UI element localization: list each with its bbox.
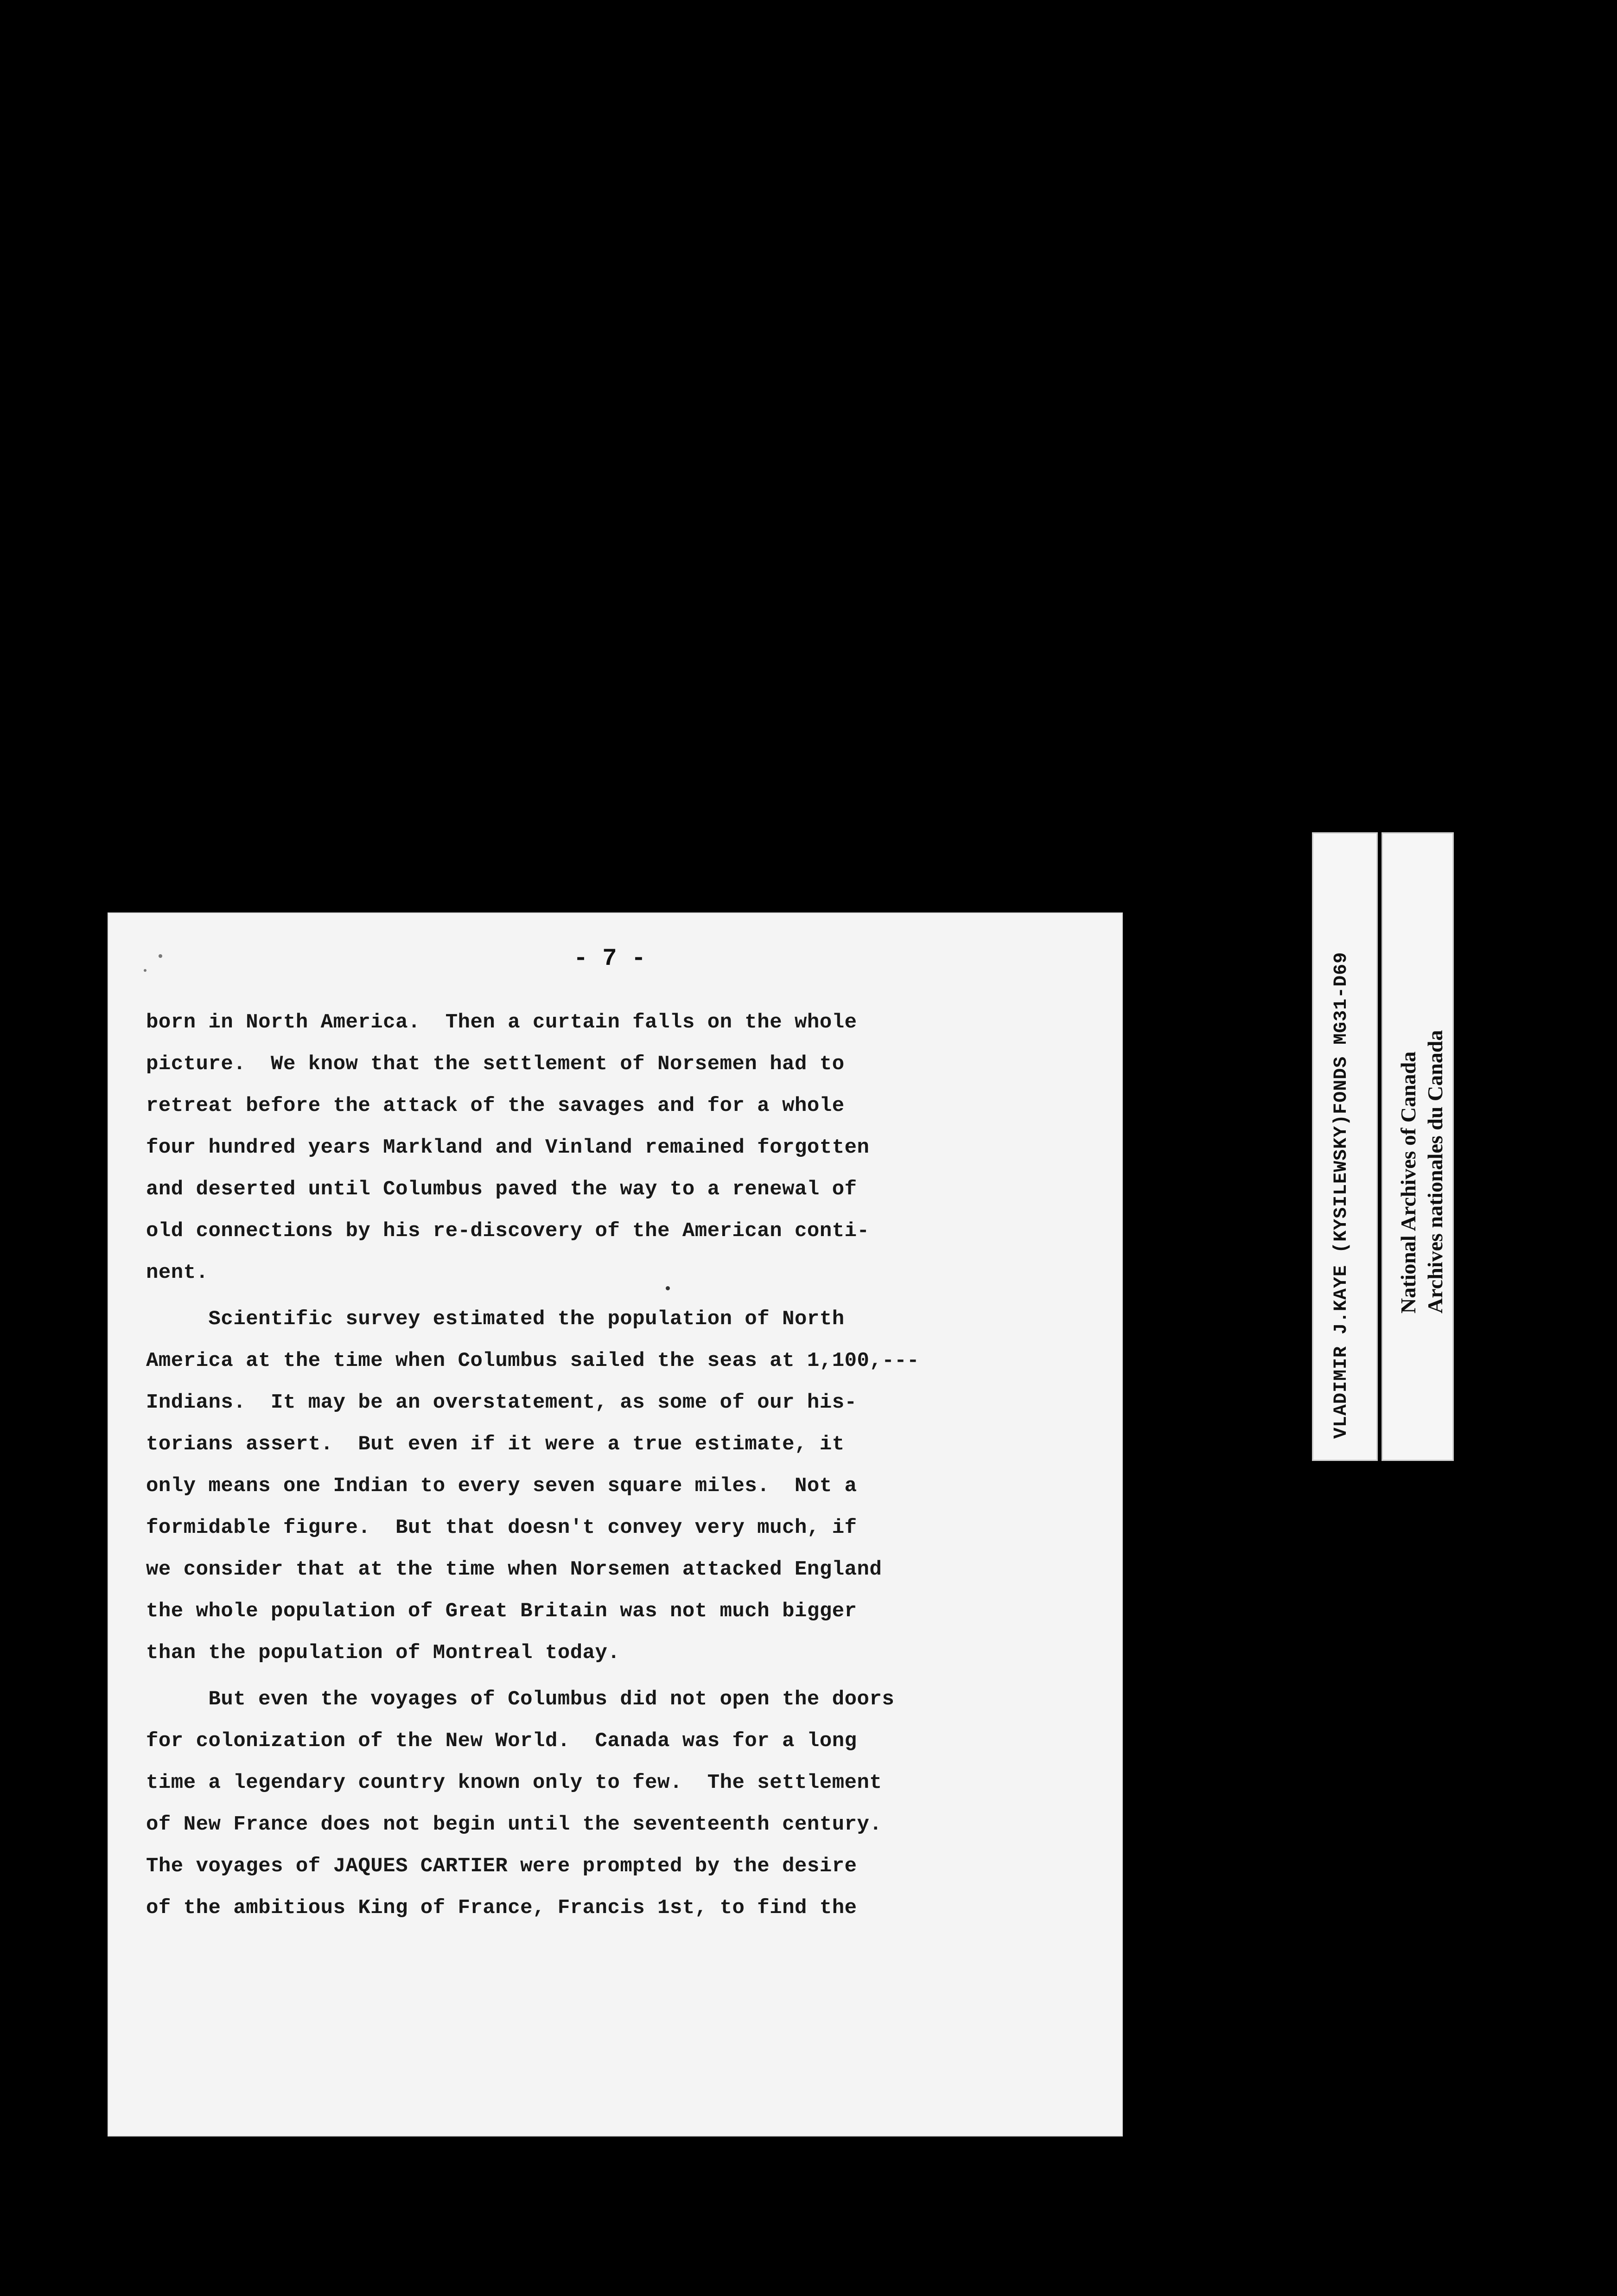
text-line: the whole population of Great Britain was not much bigger bbox=[146, 1600, 857, 1623]
text-line: born in North America. Then a curtain falls on the whole bbox=[146, 1011, 857, 1034]
text-line: nent. bbox=[146, 1261, 209, 1284]
text-line: formidable figure. But that doesn't convey very much, if bbox=[146, 1516, 857, 1539]
page-number: - 7 - bbox=[573, 945, 646, 972]
text-line: But even the voyages of Columbus did not open the doors bbox=[146, 1688, 895, 1711]
text-line: time a legendary country known only to few. The settlement bbox=[146, 1771, 882, 1794]
text-line: Scientific survey estimated the population of North bbox=[146, 1307, 845, 1331]
text-line: Indians. It may be an overstatement, as some of our his- bbox=[146, 1391, 857, 1414]
text-line: retreat before the attack of the savages and for a whole bbox=[146, 1094, 845, 1117]
text-line: America at the time when Columbus sailed the seas at 1,100,--- bbox=[146, 1349, 920, 1372]
text-line: four hundred years Markland and Vinland remained forgotten bbox=[146, 1136, 870, 1159]
text-line: only means one Indian to every seven square miles. Not a bbox=[146, 1474, 857, 1498]
fonds-label-text: VLADIMIR J.KAYE (KYSILEWSKY)FONDS MG31-D69 bbox=[1331, 951, 1352, 1439]
text-line: The voyages of JAQUES CARTIER were prompted by the desire bbox=[146, 1855, 857, 1878]
text-line: of the ambitious King of France, Francis 1st, to find the bbox=[146, 1896, 857, 1920]
archives-label-english: National Archives of Canada bbox=[1396, 1051, 1420, 1314]
scan-speck bbox=[159, 954, 162, 958]
text-line: old connections by his re-discovery of the American conti- bbox=[146, 1219, 870, 1243]
scan-speck bbox=[666, 1286, 670, 1290]
archives-label-card bbox=[1381, 832, 1454, 1461]
text-line: torians assert. But even if it were a true estimate, it bbox=[146, 1433, 845, 1456]
scan-speck bbox=[144, 969, 146, 972]
text-line: we consider that at the time when Norsemen attacked England bbox=[146, 1558, 882, 1581]
fonds-label-card bbox=[1312, 832, 1378, 1461]
text-line: of New France does not begin until the seventeenth century. bbox=[146, 1813, 882, 1836]
archives-label-french: Archives nationales du Canada bbox=[1423, 1030, 1447, 1314]
text-line: for colonization of the New World. Canada was for a long bbox=[146, 1729, 857, 1753]
text-line: and deserted until Columbus paved the way to a renewal of bbox=[146, 1178, 857, 1201]
text-line: than the population of Montreal today. bbox=[146, 1641, 620, 1665]
text-line: picture. We know that the settlement of Norsemen had to bbox=[146, 1052, 845, 1076]
